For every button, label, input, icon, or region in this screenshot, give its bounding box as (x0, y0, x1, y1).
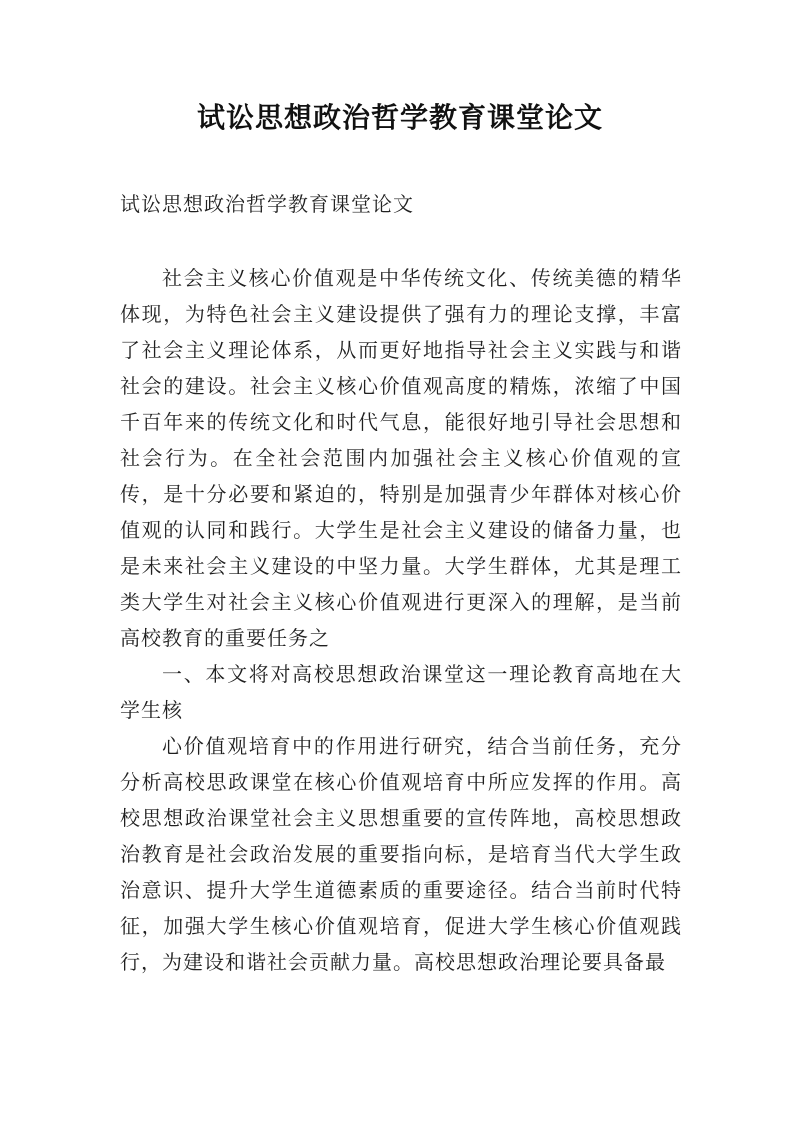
section-heading-paragraph: 一、本文将对高校思想政治课堂这一理论教育高地在大学生核 (120, 662, 682, 722)
document-body (120, 260, 682, 980)
paragraph: 心价值观培育中的作用进行研究，结合当前任务，充分分析高校思政课堂在核心价值观培育中所应发挥的作用。高校思想政治课堂社会主义思想重要的宣传阵地，高校思想政治教育是社会政治发展的重要指向标，是培育当代大学生政治意识、提升大学生道德素质的重要途径。结合当前时代特征，加强大学生核心价值观培育，促进大学生核心价值观践行，为建设和谐社会贡献力量。高校思想政治理论要具备最 (120, 734, 682, 974)
document-subtitle: 试讼思想政治哲学教育课堂论文 (120, 192, 414, 216)
document-title: 试讼思想政治哲学教育课堂论文 (196, 101, 603, 134)
paragraph: 社会主义核心价值观是中华传统文化、传统美德的精华体现，为特色社会主义建设提供了强有力的理论支撑，丰富了社会主义理论体系，从而更好地指导社会主义实践与和谐社会的建设。社会主义核心价值观高度的精炼，浓缩了中国千百年来的传统文化和时代气息，能很好地引导社会思想和社会行为。在全社会范围内加强社会主义核心价值观的宣传，是十分必要和紧迫的，特别是加强青少年群体对核心价值观的认同和践行。大学生是社会主义建设的储备力量，也是未来社会主义建设的中坚力量。大学生群体，尤其是理工类大学生对社会主义核心价值观进行更深入的理解，是当前高校教育的重要任务之 (120, 266, 682, 650)
